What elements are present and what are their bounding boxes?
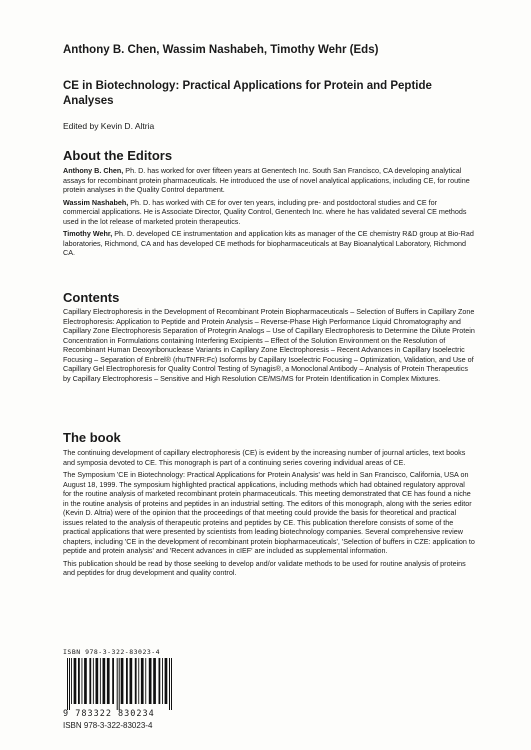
barcode-image [63, 658, 191, 710]
barcode-bar [145, 658, 146, 704]
editor-name: Wassim Nashabeh, [63, 197, 129, 207]
barcode-bar [89, 658, 91, 704]
edited-by-line: Edited by Kevin D. Altria [63, 121, 155, 131]
barcode-bar [69, 658, 70, 710]
authors-line: Anthony B. Chen, Wassim Nashabeh, Timothy Wehr (Eds) [63, 44, 379, 56]
barcode-bar [112, 658, 114, 704]
book-paragraph: The continuing development of capillary electrophoresis (CE) is evident by the increasing number of journal articles, text books and symposia devoted to CE. This monograph is part of a continuing series covering individual areas of CE. [63, 448, 466, 467]
book-title: CE in Biotechnology: Practical Applications for Protein and Peptide Analyses [63, 80, 432, 107]
barcode-bar [100, 658, 101, 704]
barcode-bar [84, 658, 87, 704]
book-paragraph: This publication should be read by those seeking to develop and/or validate methods to be used for routine analysis of proteins and peptides for drug development and quality control. [63, 558, 466, 577]
the-book-section [63, 448, 475, 581]
editor-bio-text: Ph. D. has worked for over fifteen years at Genentech Inc. South San Francisco, CA developing analytical assays for recombinant protein pharmaceuticals. He introduced the use of novel analytical applications, including CE, for routine protein analyses in the Quality Control department. [63, 166, 470, 194]
isbn-bottom-label: ISBN 978-3-322-83023-4 [63, 721, 153, 730]
barcode-bar [119, 658, 120, 710]
contents-text: Capillary Electrophoresis in the Development of Recombinant Protein Biopharmaceuticals – Selection of Buffers in Capillary Zone Electrophoresis: Application to Peptide and Protein Analysis – Reverse-Phase High Performance Liquid Chromatography and Capillary Zone Electrophoresis Separation of Protegrin Analogs – Use of Capillary Electrophoresis to Determine the Dilute Protein Concentration in Formulations containing Interfering Excipients – Effect of the Solution Environment on the Resolution of Recombinant Human Deoxyribonuclease Variants in Capillary Zone Electrophoresis – Recent Advances in Capillary Isoelectric Focusing – Separation of Enbrel® (rhuTNFR:Fc) Isoforms by Capillary Isoelectric Focusing – Optimization, Validation, and Use of Capillary Gel Electrophoresis for Quality Control Testing of Synagis®, a Monoclonal Antibody – Analysis of Protein Therapeutics by Capillary Electrophoresis – Sensitive and High Resolution CE/MS/MS for Protein Identification in Complex Mixtures. [63, 307, 475, 383]
barcode-bar [165, 658, 168, 704]
editor-bio [63, 166, 475, 195]
barcode-bar [159, 658, 161, 704]
isbn-top-label: ISBN 978-3-322-83023-4 [63, 648, 161, 656]
editor-bio-text: Ph. D. has worked with CE for over ten years, including pre- and postdoctoral studies and CE for commercial applications. He is Associate Director, Quality Control, Genentech Inc. where he has validated several CE methods used in the lot release of marketed protein therapeutics. [63, 197, 467, 226]
isbn-barcode-block [63, 648, 193, 730]
barcode-bar [96, 658, 99, 704]
barcode-bar [71, 658, 72, 704]
barcode-bar [169, 658, 170, 710]
barcode-digits: 9 783322 830234 [63, 709, 155, 719]
editor-bio [63, 229, 475, 258]
editor-bio [63, 198, 475, 227]
barcode-bar [93, 658, 94, 704]
barcode-bar [103, 658, 106, 704]
barcode-bar [162, 658, 163, 704]
barcode-bar [149, 658, 152, 704]
barcode-bar [135, 658, 137, 704]
book-paragraph: The Symposium 'CE in Biotechnology: Practical Applications for Protein Analysis' was held in San Francisco, California, USA on August 18, 1999. The symposium highlighted practical applications, including methods which had obtained regulatory approval for the routine analysis of marketed recombinant protein pharmaceuticals. This meeting demonstrated that CE has found a niche in the routine analysis of proteins and peptides in an industrial setting. The editors of this monograph, along with the series editor (Kevin D. Altria) were of the opinion that the proceedings of that meeting could provide the basis for theoretical and practical issues related to the analysis of therapeutic proteins and peptides by CE. This publication therefore consists of some of the practical applications that were presented by scientists from leading biotechnology companies. Several comprehensive review chapters, including 'CE in the development of recombinant protein biopharmaceuticals', 'Selection of buffers in CZE: application to peptide and protein analysis' and 'Recent advances in cIEF' are included as supplemental information. [63, 470, 475, 555]
barcode-bar [78, 658, 80, 704]
barcode-bar [82, 658, 83, 704]
contents-heading: Contents [63, 290, 120, 305]
editor-name: Timothy Wehr, [63, 229, 113, 238]
barcode-bar [67, 658, 68, 710]
editor-bio-text: Ph. D. developed CE instrumentation and application kits as manager of the CE chemistry R&D group at Bio-Rad laboratories, Richmond, CA and has developed CE methods for biopharmaceuticals at Bay Bioanalytical Laboratory, Richmond CA. [63, 229, 474, 257]
barcode-bar [153, 658, 156, 704]
about-editors-heading: About the Editors [63, 148, 173, 163]
the-book-heading: The book [63, 430, 121, 445]
barcode-bar [138, 658, 139, 704]
barcode-bar [107, 658, 110, 704]
barcode-bar [130, 658, 133, 704]
barcode-bar [171, 658, 172, 710]
barcode-bar [117, 658, 118, 710]
barcode-bar [126, 658, 128, 704]
editor-name: Anthony B. Chen, [63, 166, 124, 175]
barcode-bar [121, 658, 124, 704]
about-editors-section [63, 166, 475, 261]
barcode-bar [141, 658, 144, 704]
barcode-bar [74, 658, 77, 704]
